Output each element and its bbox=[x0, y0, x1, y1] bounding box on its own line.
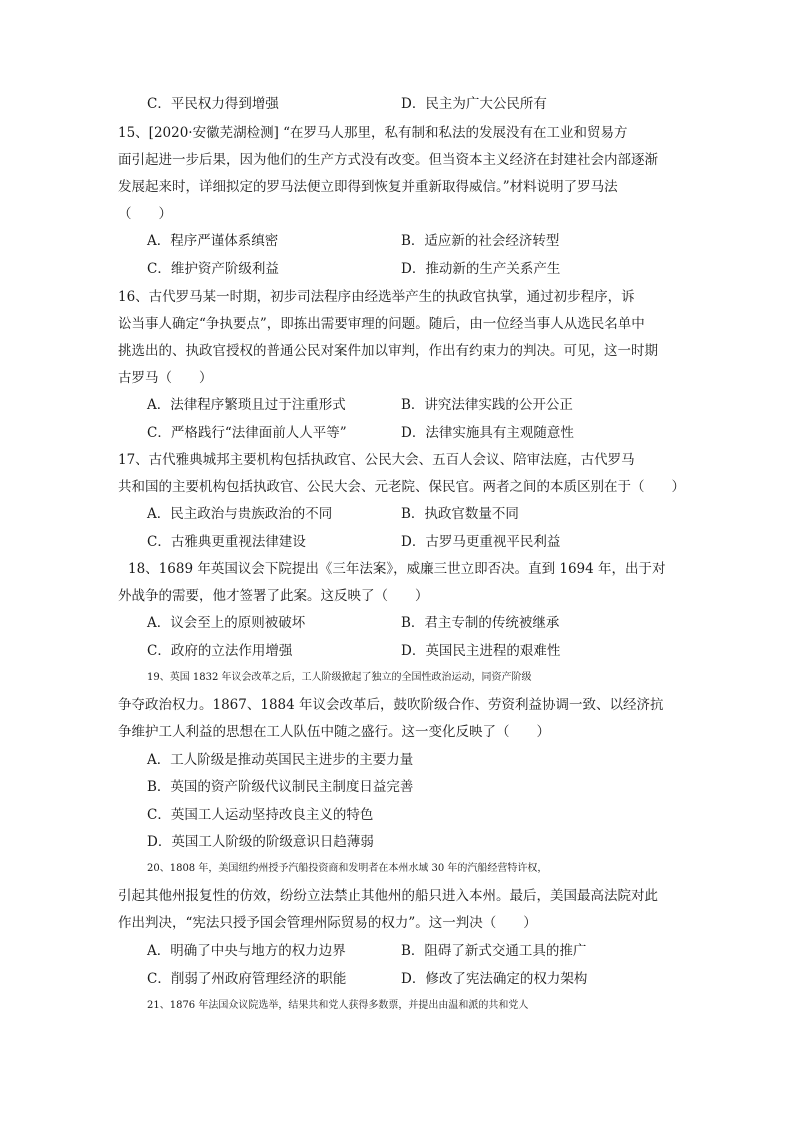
q15-option-b: B．适应新的社会经济转型 bbox=[401, 233, 560, 249]
q20-option-d: D．修改了宪法确定的权力架构 bbox=[401, 971, 588, 987]
q19-option-c: C．英国工人运动坚持改良主义的特色 bbox=[147, 807, 374, 823]
q20-stem-line-3: 作出判决，“宪法只授予国会管理州际贸易的权力”。这一判决（ ） bbox=[118, 915, 537, 931]
q16-option-b: B．讲究法律实践的公开公正 bbox=[401, 397, 573, 413]
q18-option-d: D．英国民主进程的艰难性 bbox=[401, 643, 561, 659]
q20-option-b: B．阻碍了新式交通工具的推广 bbox=[401, 943, 587, 959]
q15-stem-line-1: 15、[2020·安徽芜湖检测] “在罗马人那里，私有制和私法的发展没有在工业和贸易方 bbox=[118, 125, 628, 141]
q15-stem-line-4: （ ） bbox=[118, 206, 172, 222]
q19-option-d: D．英国工人阶级的阶级意识日趋薄弱 bbox=[147, 834, 374, 850]
q20-stem-line-1: 20、1808 年，美国纽约州授予汽船投资商和发明者在本州水域 30 年的汽船经营特许权， bbox=[147, 863, 548, 874]
q16-option-d: D．法律实施具有主观随意性 bbox=[401, 425, 574, 441]
q19-stem-line-2: 争夺政治权力。1867、1884 年议会改革后，鼓吹阶级合作、劳资利益协调一致、以经济抗 bbox=[118, 697, 664, 713]
q15-option-c: C．维护资产阶级利益 bbox=[147, 261, 279, 277]
q14-option-d: D．民主为广大公民所有 bbox=[401, 96, 547, 112]
q16-stem-line-1: 16、古代罗马某一时期，初步司法程序由经选举产生的执政官执掌，通过初步程序，诉 bbox=[118, 289, 635, 305]
q19-stem-line-1: 19、英国 1832 年议会改革之后，工人阶级掀起了独立的全国性政治运动，同资产阶级 bbox=[147, 672, 532, 683]
q17-stem-line-1: 17、古代雅典城邦主要机构包括执政官、公民大会、五百人会议、陪审法庭，古代罗马 bbox=[118, 452, 635, 468]
q16-stem-line-4: 古罗马（ ） bbox=[118, 370, 213, 386]
q15-stem-line-2: 面引起进一步后果，因为他们的生产方式没有改变。但当资本主义经济在封建社会内部逐渐 bbox=[118, 152, 658, 168]
q17-option-c: C．古雅典更重视法律建设 bbox=[147, 534, 306, 550]
q20-option-a: A．明确了中央与地方的权力边界 bbox=[147, 943, 346, 959]
q16-option-c: C．严格践行“法律面前人人平等” bbox=[147, 425, 347, 441]
q20-stem-line-2: 引起其他州报复性的仿效，纷纷立法禁止其他州的船只进入本州。最后，美国最高法院对此 bbox=[118, 888, 658, 904]
q15-stem-line-3: 发展起来时，详细拟定的罗马法便立即得到恢复并重新取得威信。”材料说明了罗马法 bbox=[118, 179, 618, 195]
q16-stem-line-2: 讼当事人确定“争执要点”，即拣出需要审理的问题。随后，由一位经当事人从选民名单中 bbox=[118, 316, 645, 332]
q19-option-b: B．英国的资产阶级代议制民主制度日益完善 bbox=[147, 779, 414, 795]
q17-option-a: A．民主政治与贵族政治的不同 bbox=[147, 506, 333, 522]
q17-option-b: B．执政官数量不同 bbox=[401, 506, 519, 522]
q15-option-a: A．程序严谨体系缜密 bbox=[147, 233, 279, 249]
q18-option-c: C．政府的立法作用增强 bbox=[147, 643, 293, 659]
q20-option-c: C．削弱了州政府管理经济的职能 bbox=[147, 971, 347, 987]
q18-option-a: A．议会至上的原则被破坏 bbox=[147, 615, 306, 631]
q21-stem-line-1: 21、1876 年法国众议院选举，结果共和党人获得多数票，并提出由温和派的共和党人 bbox=[147, 1000, 529, 1011]
q19-option-a: A．工人阶级是推动英国民主进步的主要力量 bbox=[147, 752, 414, 768]
q17-option-d: D．古罗马更重视平民利益 bbox=[401, 534, 561, 550]
q17-stem-line-2: 共和国的主要机构包括执政官、公民大会、元老院、保民官。两者之间的本质区别在于（ ） bbox=[118, 479, 685, 495]
q14-option-c: C．平民权力得到增强 bbox=[147, 96, 279, 112]
q18-option-b: B．君主专制的传统被继承 bbox=[401, 615, 560, 631]
q18-stem-line-1: 18、1689 年英国议会下院提出《三年法案》，威廉三世立即否决。直到 1694 年，出于对 bbox=[128, 561, 666, 577]
q16-stem-line-3: 挑选出的、执政官授权的普通公民对案件加以审判，作出有约束力的判决。可见，这一时期 bbox=[118, 343, 658, 359]
q18-stem-line-2: 外战争的需要，他才签署了此案。这反映了（ ） bbox=[118, 588, 429, 604]
q19-stem-line-3: 争维护工人利益的思想在工人队伍中随之盛行。这一变化反映了（ ） bbox=[118, 724, 550, 740]
q16-option-a: A．法律程序繁琐且过于注重形式 bbox=[147, 397, 346, 413]
q15-option-d: D．推动新的生产关系产生 bbox=[401, 261, 561, 277]
